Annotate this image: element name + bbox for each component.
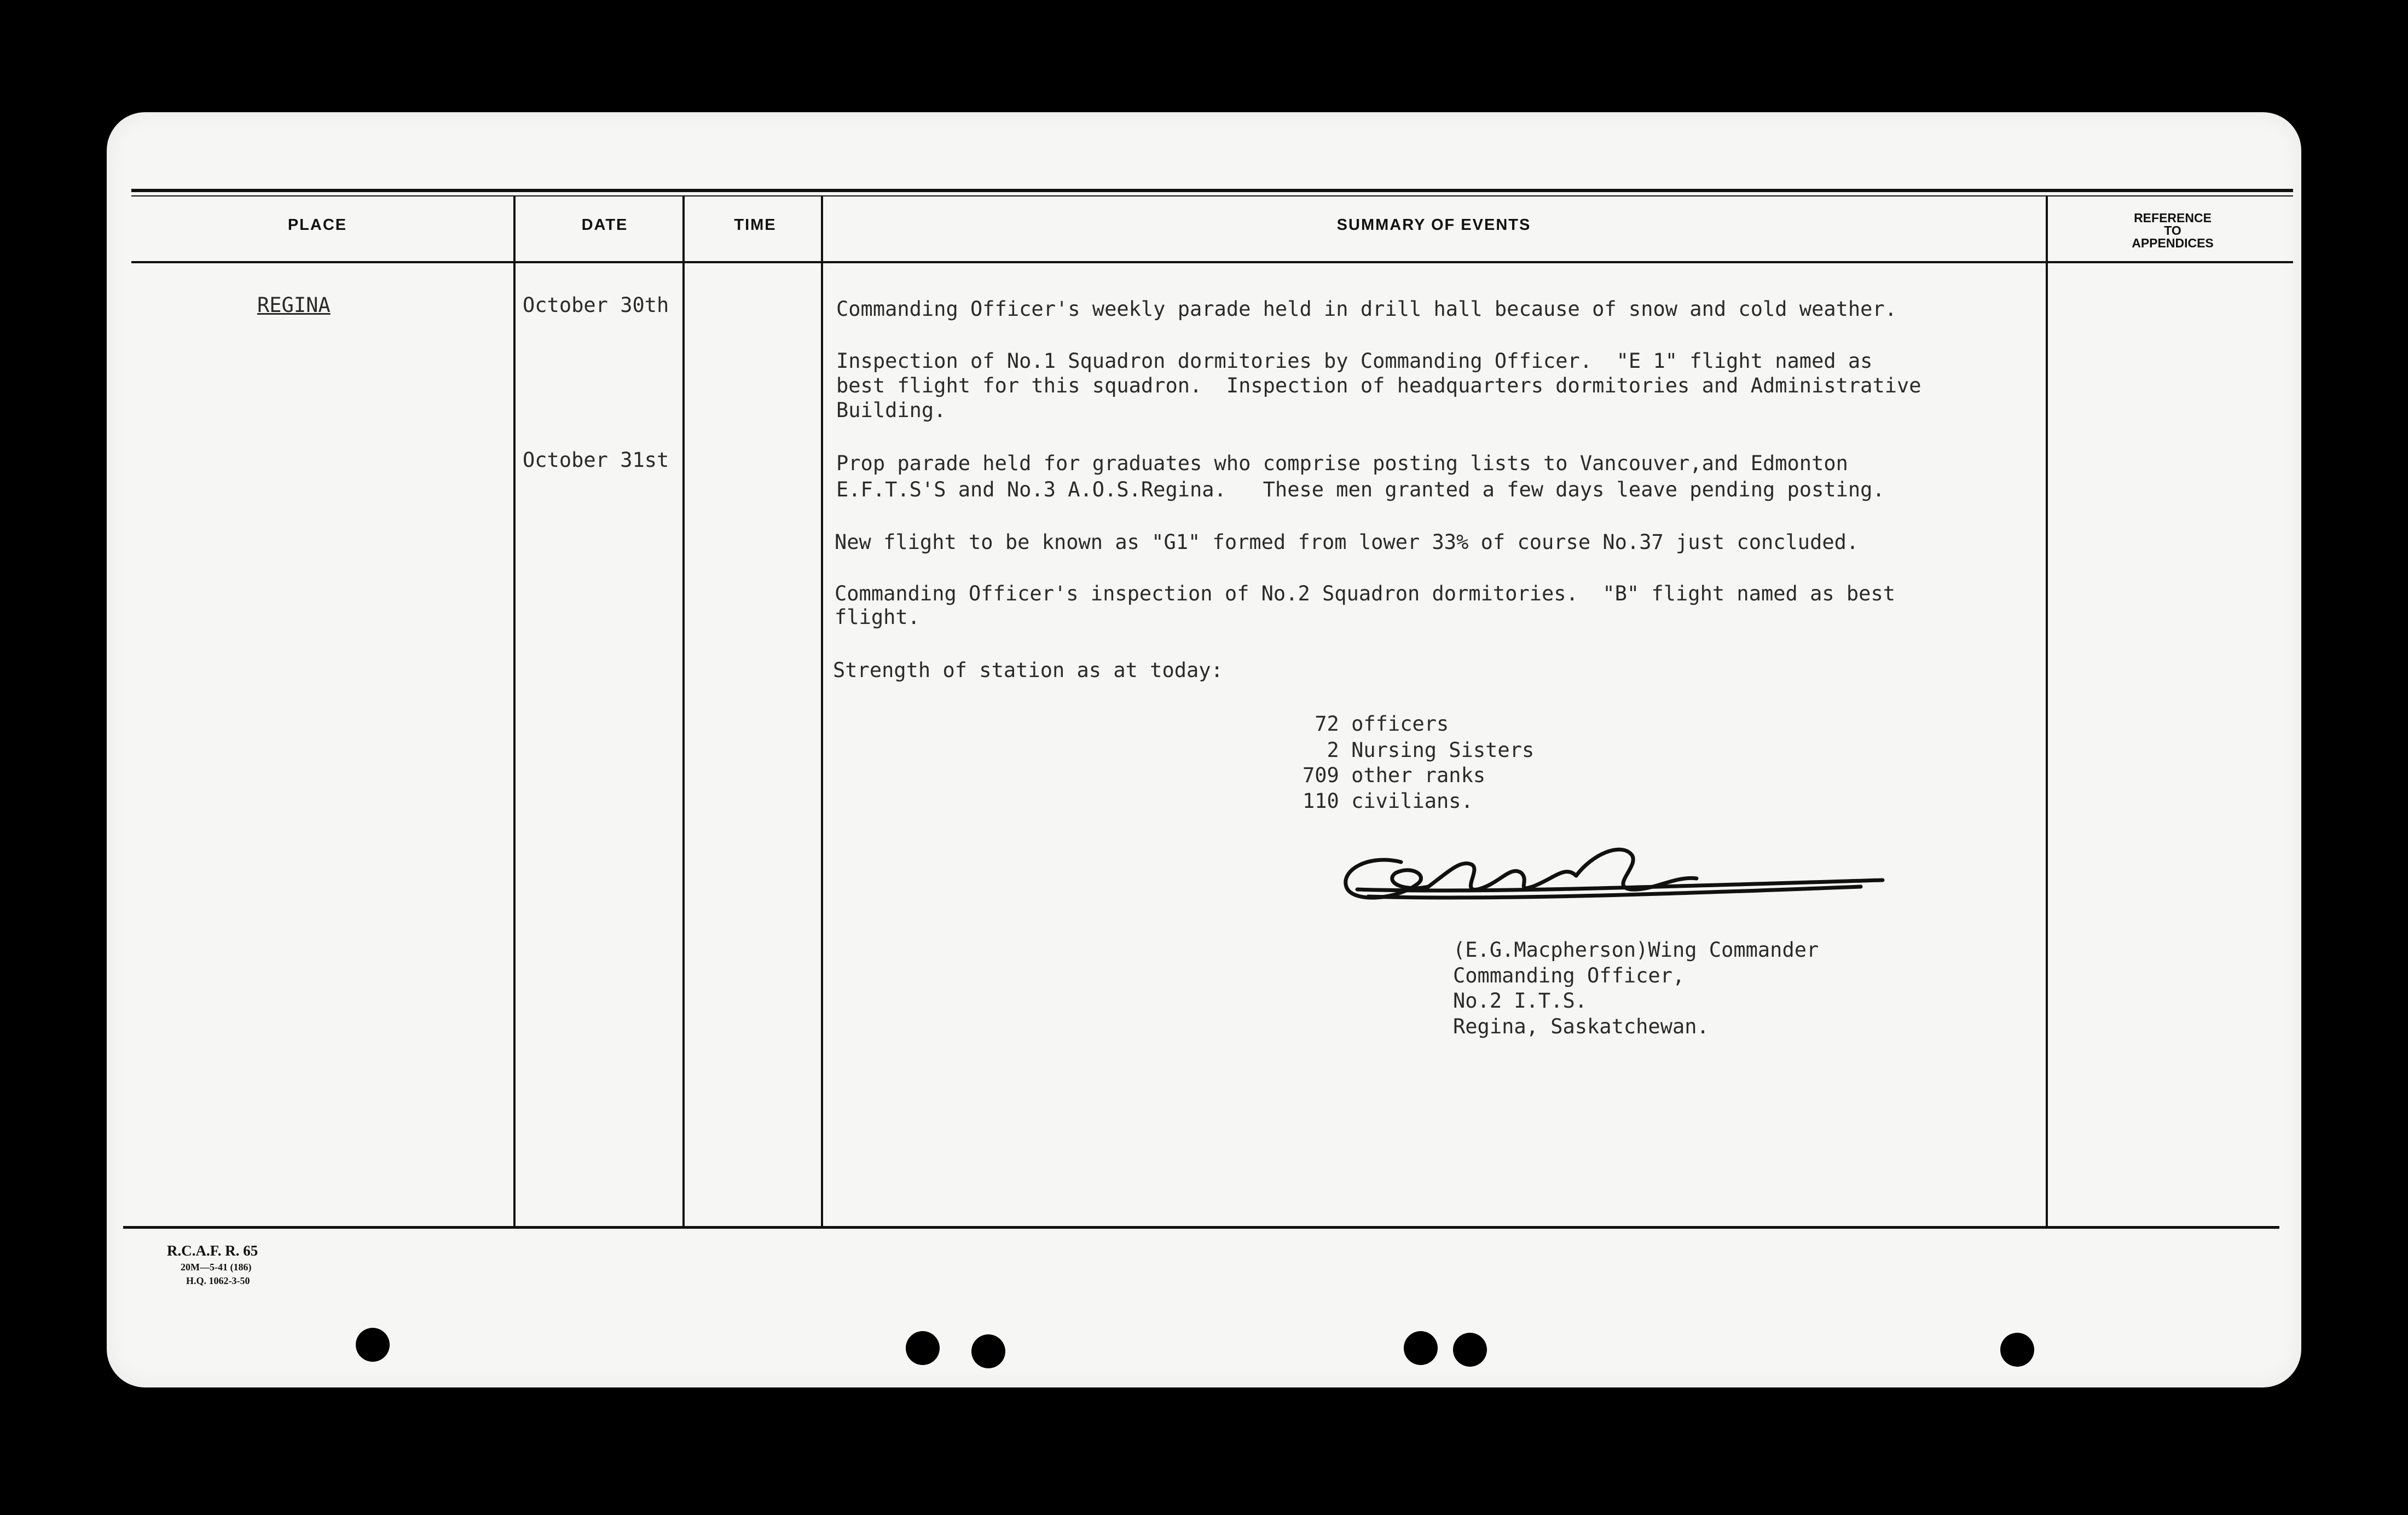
top-rule-thin [131, 195, 2293, 196]
entry-new-flight: New flight to be known as "G1" formed from lower 33% of course No.37 just concluded. [835, 530, 1859, 554]
header-time: TIME [734, 216, 777, 234]
entry-weekly-parade: Commanding Officer's weekly parade held in drill hall because of snow and cold weather. [836, 297, 1897, 321]
column-divider-place [513, 195, 516, 1227]
date-cell-2: October 31st [523, 448, 669, 472]
binder-hole [1404, 1331, 1438, 1365]
list-item: 709 other ranks [1303, 764, 1486, 787]
binder-hole [356, 1328, 390, 1362]
binder-hole [906, 1331, 940, 1365]
handwritten-signature [1335, 832, 1905, 920]
form-print-code: 20M—5-41 (186) [181, 1262, 252, 1273]
form-hq-code: H.Q. 1062-3-50 [186, 1275, 250, 1286]
header-date: DATE [581, 216, 628, 234]
column-divider-summary [2046, 195, 2048, 1227]
entry-strength-heading: Strength of station as at today: [833, 658, 1223, 682]
list-item: 110 civilians. [1303, 789, 1473, 813]
date-cell-1: October 30th [523, 293, 669, 317]
list-item: 2 Nursing Sisters [1303, 738, 1535, 762]
top-rule [131, 189, 2293, 192]
header-place: PLACE [287, 216, 348, 234]
header-reference: REFERENCE TO APPENDICES [2132, 211, 2214, 250]
binder-hole [2000, 1333, 2034, 1367]
header-rule [131, 261, 2293, 263]
column-divider-date [682, 195, 685, 1227]
list-item: 72 officers [1303, 712, 1449, 736]
form-number: R.C.A.F. R. 65 [167, 1242, 258, 1259]
header-summary: SUMMARY OF EVENTS [1336, 216, 1531, 234]
place-cell: REGINA [257, 293, 331, 317]
binder-hole [1453, 1333, 1487, 1367]
column-divider-time [821, 195, 823, 1227]
binder-hole [971, 1334, 1005, 1368]
bottom-rule [123, 1226, 2279, 1229]
